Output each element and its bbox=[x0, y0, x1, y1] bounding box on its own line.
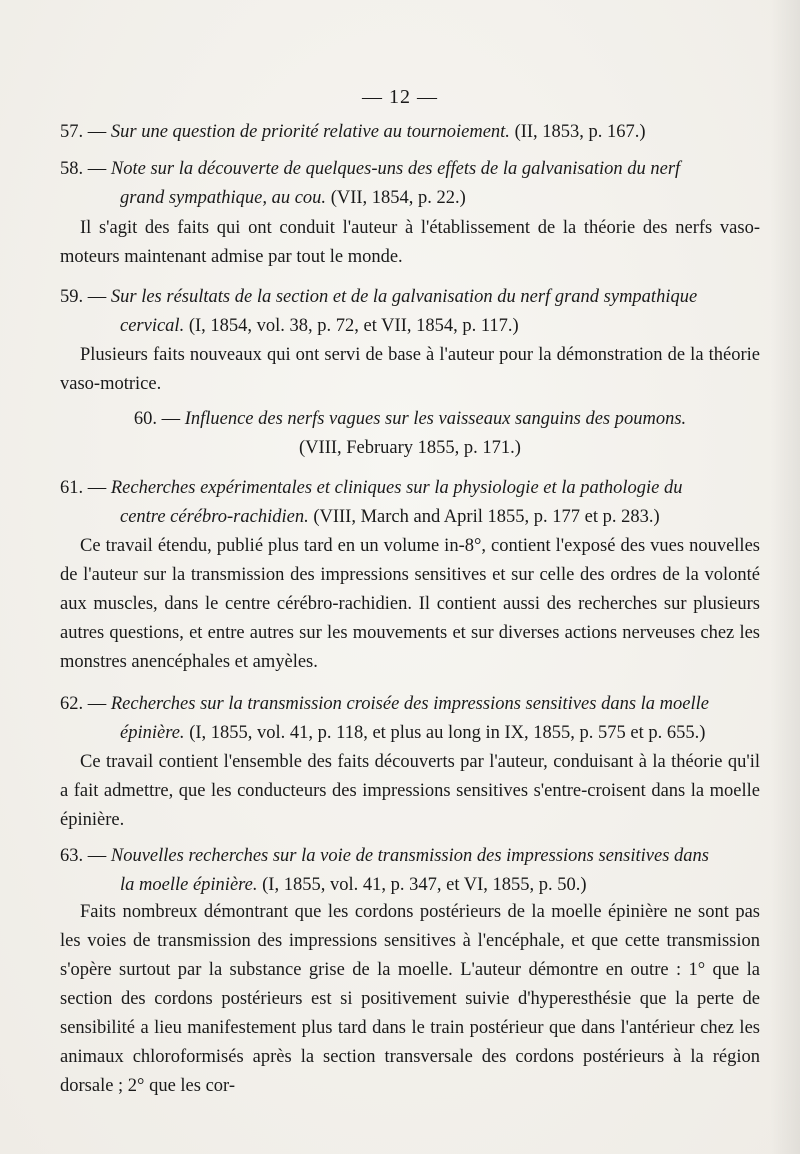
entry-title: Sur une question de priorité relative au tournoiement. bbox=[110, 122, 510, 142]
entry-reference: (I, 1855, vol. 41, p. 347, et VI, 1855, p. 50.) bbox=[257, 875, 587, 895]
entry-63-heading: 63. — Nouvelles recherches sur la voie de transmission des impressions sensitives dans la moelle épinière. (I, 1855, vol. 41, p. 347, et VI, 1855, p. 50.) bbox=[60, 846, 709, 895]
entry-58-body bbox=[60, 214, 760, 272]
entry-title: Note sur la découverte de quelques-uns des effets de la galvanisation du nerf bbox=[110, 159, 681, 179]
entry-body: Faits nombreux démontrant que les cordons postérieurs de la moelle épinière ne sont pas les voies de transmission des impressions sensitives à l'encéphale, et que cette transmission s'opère surtout par la substance grise de la moelle. L'auteur démontre en outre : 1° que la section des cordons postérieurs est si positivement suivie d'hyperesthésie que la perte de sensibilité a lieu manifestement plus tard dans le train postérieur que dans l'antérieur chez les animaux chloroformisés après la section transversale des cordons postérieurs à la région dorsale ; 2° que les cor- bbox=[60, 902, 760, 1096]
entry-61-heading: 61. — Recherches expérimentales et cliniques sur la physiologie et la pathologie du centre cérébro-rachidien. (VIII, March and April 1855, p. 177 et p. 283.) bbox=[60, 478, 683, 527]
entry-title-continued: la moelle épinière. bbox=[120, 875, 258, 895]
entry-title-continued: épinière. bbox=[120, 723, 185, 743]
entry-title: Nouvelles recherches sur la voie de transmission des impressions sensitives dans bbox=[110, 846, 709, 866]
entry-title: Influence des nerfs vagues sur les vaisseaux sanguins des poumons. bbox=[184, 409, 687, 429]
entry-body: Ce travail étendu, publié plus tard en un volume in-8°, contient l'exposé des vues nouvelles de l'auteur sur la transmission des impressions sensitives et sur celle des ordres de la volonté aux muscles, dans le centre cérébro-rachidien. Il contient aussi des recherches sur plusieurs autres questions, et entre autres sur les mouvements et sur diverses actions nerveuses chez les monstres anencéphales et amyèles. bbox=[60, 536, 760, 672]
entry-reference: (VIII, February 1855, p. 171.) bbox=[299, 438, 521, 458]
entry-reference: (VIII, March and April 1855, p. 177 et p. 283.) bbox=[308, 507, 660, 527]
entry-title: Recherches expérimentales et cliniques sur la physiologie et la pathologie du bbox=[110, 478, 683, 498]
entry-number: 60. bbox=[133, 409, 157, 429]
entry-body: Ce travail contient l'ensemble des faits découverts par l'auteur, conduisant à la théorie qu'il a fait admettre, que les conducteurs des impressions sensitives s'entre-croisent dans la moelle épinière. bbox=[60, 752, 760, 830]
entry-reference: (I, 1854, vol. 38, p. 72, et VII, 1854, p. 117.) bbox=[184, 316, 519, 336]
entry-number: 57. bbox=[60, 122, 84, 142]
entry-number: 63. bbox=[60, 846, 84, 866]
entry-title-continued: centre cérébro-rachidien. bbox=[120, 507, 309, 527]
entry-63-body bbox=[60, 898, 760, 1101]
entry-59-heading: 59. — Sur les résultats de la section et de la galvanisation du nerf grand sympathique cervical. (I, 1854, vol. 38, p. 72, et VII, 1854, p. 117.) bbox=[60, 287, 698, 336]
entry-body: Il s'agit des faits qui ont conduit l'auteur à l'établissement de la théorie des nerfs vaso-moteurs maintenant admise par tout le monde. bbox=[60, 218, 760, 267]
entry-59-body bbox=[60, 341, 760, 399]
entry-62-body bbox=[60, 748, 760, 835]
entry-number: 61. bbox=[60, 478, 84, 498]
entry-title-continued: grand sympathique, au cou. bbox=[120, 188, 327, 208]
entry-reference: (I, 1855, vol. 41, p. 118, et plus au long in IX, 1855, p. 575 et p. 655.) bbox=[184, 723, 706, 743]
entry-number: 62. bbox=[60, 694, 84, 714]
entry-reference: (II, 1853, p. 167.) bbox=[509, 122, 646, 142]
entry-58-heading: 58. — Note sur la découverte de quelques-uns des effets de la galvanisation du nerf grand sympathique, au cou. (VII, 1854, p. 22.) bbox=[60, 159, 681, 208]
page-number: — 12 — bbox=[362, 86, 438, 108]
entry-reference: (VII, 1854, p. 22.) bbox=[326, 188, 466, 208]
entry-57-heading: 57. — Sur une question de priorité relative au tournoiement. (II, 1853, p. 167.) bbox=[60, 122, 646, 142]
entry-61-body bbox=[60, 532, 760, 677]
entry-title-continued: cervical. bbox=[120, 316, 185, 336]
entry-title: Sur les résultats de la section et de la galvanisation du nerf grand sympathique bbox=[110, 287, 698, 307]
entry-60-heading: 60. — Influence des nerfs vagues sur les vaisseaux sanguins des poumons. (VIII, February 1855, p. 171.) bbox=[133, 409, 687, 458]
entry-62-heading: 62. — Recherches sur la transmission croisée des impressions sensitives dans la moelle épinière. (I, 1855, vol. 41, p. 118, et plus au long in IX, 1855, p. 575 et p. 655.) bbox=[60, 694, 709, 743]
page-edge-shadow bbox=[770, 0, 800, 1154]
entry-title: Recherches sur la transmission croisée des impressions sensitives dans la moelle bbox=[110, 694, 709, 714]
entry-number: 59. bbox=[60, 287, 84, 307]
entry-body: Plusieurs faits nouveaux qui ont servi de base à l'auteur pour la démonstration de la théorie vaso-motrice. bbox=[60, 345, 760, 394]
entry-number: 58. bbox=[60, 159, 84, 179]
